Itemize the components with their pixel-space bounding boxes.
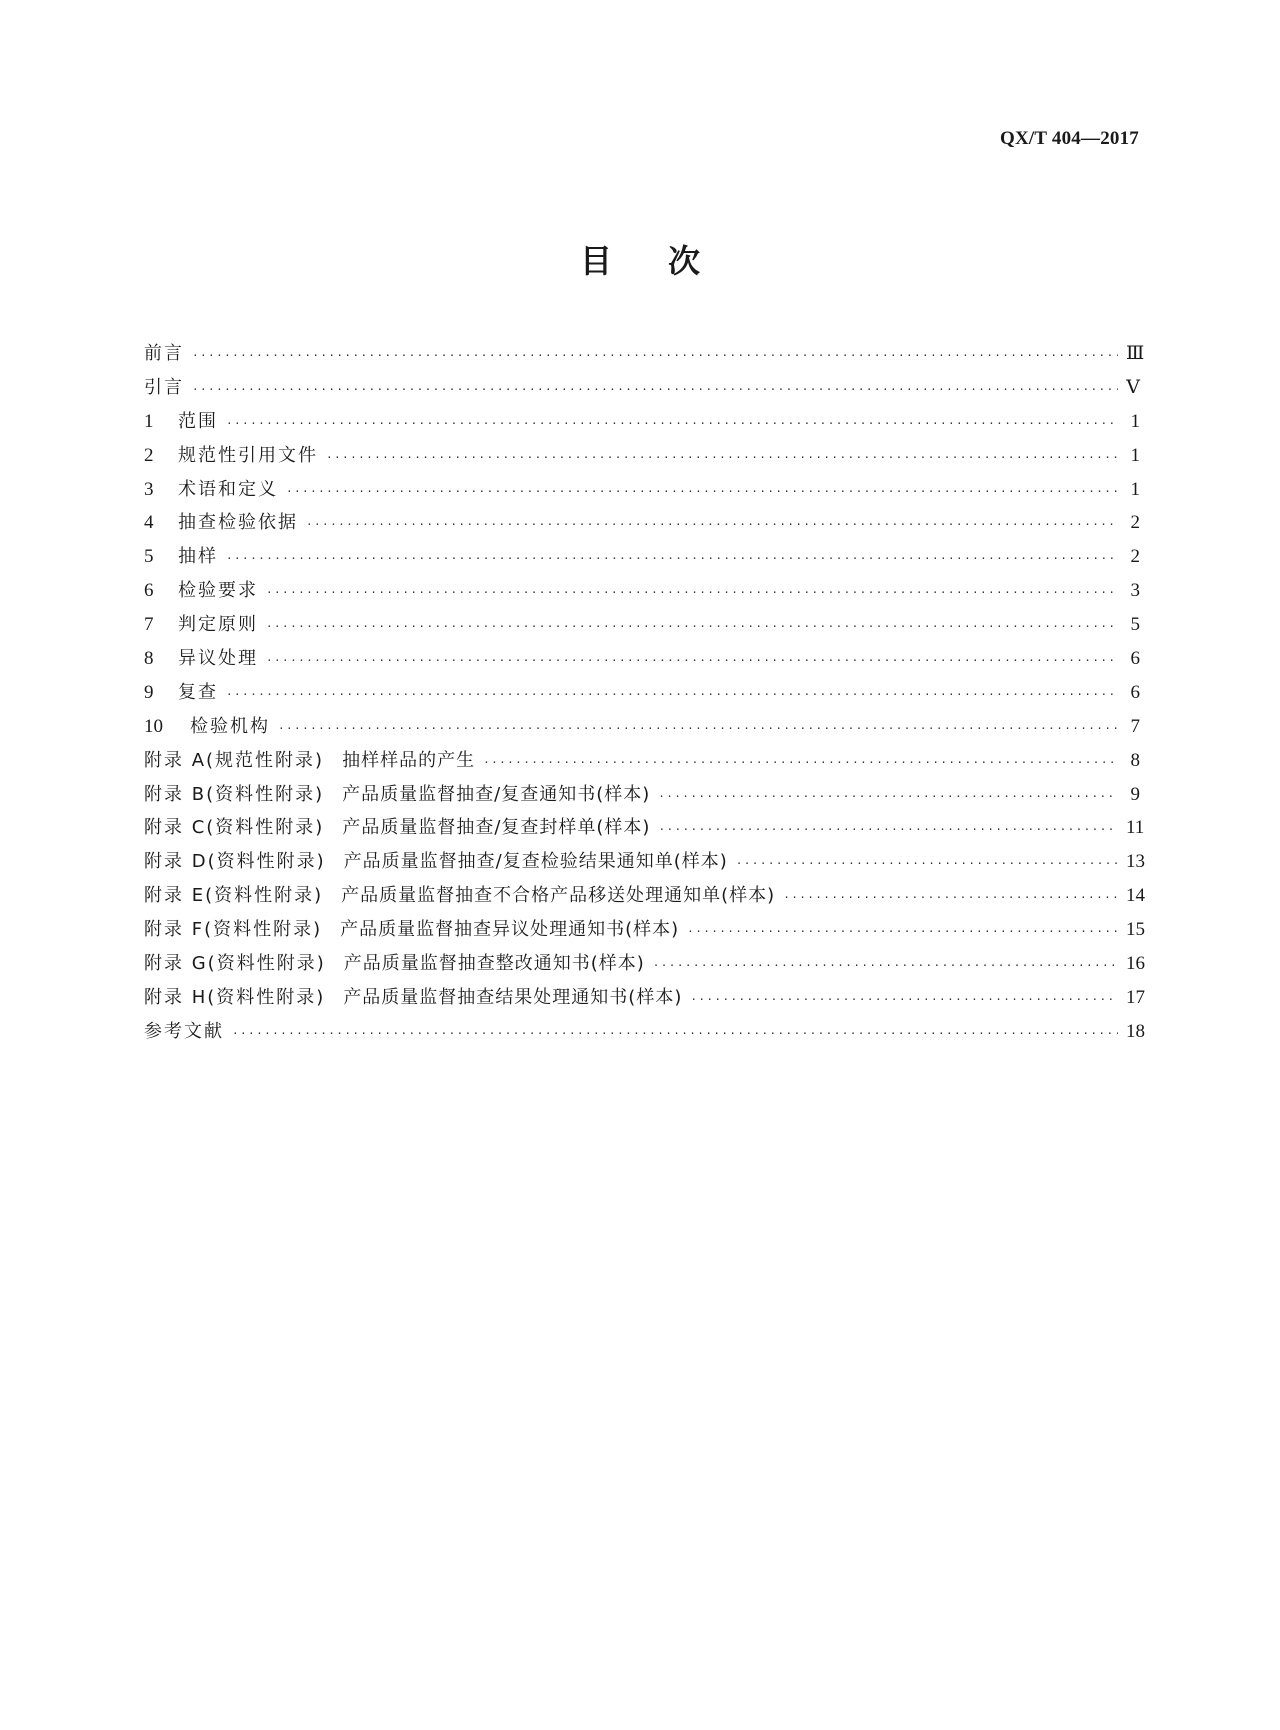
dot-leader bbox=[226, 407, 1118, 441]
dot-leader bbox=[232, 1017, 1118, 1051]
toc-entry-section-10[interactable] bbox=[144, 710, 1140, 744]
toc-entry-label: 抽查检验依据 bbox=[178, 512, 298, 534]
toc-entry-label: 附录 C(资料性附录) bbox=[144, 817, 325, 839]
toc-entry-number: 7 bbox=[144, 614, 154, 636]
toc-entry-title: 产品质量监督抽查/复查检验结果通知单(样本) bbox=[343, 851, 728, 873]
toc-entry-number: 1 bbox=[144, 410, 154, 432]
toc-entry-appendix-f[interactable] bbox=[144, 913, 1145, 947]
dot-leader bbox=[192, 339, 1118, 373]
toc-entry-label: 检验要求 bbox=[178, 580, 258, 602]
toc-entry-page: 18 bbox=[1126, 1020, 1145, 1042]
toc-entry-appendix-d[interactable] bbox=[144, 845, 1145, 879]
toc-entry-page: 6 bbox=[1130, 681, 1140, 703]
toc-entry-section-9[interactable] bbox=[144, 676, 1140, 710]
toc-entry-label: 附录 G(资料性附录) bbox=[144, 953, 326, 975]
dot-leader bbox=[266, 576, 1118, 610]
toc-entry-label: 判定原则 bbox=[178, 614, 258, 636]
dot-leader bbox=[690, 983, 1118, 1017]
dot-leader bbox=[783, 881, 1118, 915]
toc-entry-page: 2 bbox=[1130, 546, 1140, 568]
dot-leader bbox=[226, 542, 1118, 576]
dot-leader bbox=[192, 373, 1118, 407]
toc-entry-page: Ⅴ bbox=[1126, 376, 1140, 398]
toc-entry-label: 前言 bbox=[144, 343, 184, 364]
toc-entry-label: 规范性引用文件 bbox=[178, 444, 318, 466]
dot-leader bbox=[736, 847, 1118, 881]
dot-leader bbox=[226, 678, 1118, 712]
toc-entry-label: 附录 B(资料性附录) bbox=[144, 783, 325, 805]
toc-entry-label: 复查 bbox=[178, 681, 218, 703]
toc-entry-page: 15 bbox=[1126, 919, 1145, 941]
toc-entry-page: 1 bbox=[1130, 478, 1140, 500]
toc-entry-number: 2 bbox=[144, 444, 154, 466]
toc-entry-label: 引言 bbox=[144, 376, 184, 398]
toc-entry-title: 产品质量监督抽查异议处理通知书(样本) bbox=[340, 919, 680, 941]
dot-leader bbox=[483, 746, 1118, 780]
dot-leader bbox=[653, 949, 1118, 983]
toc-entry-label: 检验机构 bbox=[190, 715, 270, 737]
toc-entry-page: 16 bbox=[1126, 953, 1145, 975]
toc-entry-label: 抽样 bbox=[178, 546, 218, 568]
toc-entry-number: 6 bbox=[144, 580, 154, 602]
toc-entry-label: 术语和定义 bbox=[178, 478, 278, 500]
toc-entry-appendix-c[interactable] bbox=[144, 811, 1145, 845]
toc-entry-page: 8 bbox=[1130, 749, 1140, 771]
toc-entry-references[interactable] bbox=[144, 1015, 1145, 1049]
toc-entry-label: 附录 E(资料性附录) bbox=[144, 885, 324, 907]
toc-entry-section-1[interactable] bbox=[144, 405, 1140, 439]
toc-entry-title: 产品质量监督抽查/复查通知书(样本) bbox=[342, 783, 651, 805]
toc-entry-appendix-a[interactable] bbox=[144, 744, 1140, 778]
page-title: 目次 bbox=[579, 242, 756, 280]
toc-entry-title: 产品质量监督抽查不合格产品移送处理通知单(样本) bbox=[341, 885, 776, 907]
toc-entry-section-7[interactable] bbox=[144, 608, 1140, 642]
toc-entry-label: 附录 A(规范性附录) bbox=[144, 749, 325, 771]
toc-entry-appendix-e[interactable] bbox=[144, 879, 1145, 913]
toc-entry-page: 11 bbox=[1126, 817, 1145, 839]
dot-leader bbox=[658, 813, 1118, 847]
toc-entry-foreword[interactable] bbox=[144, 337, 1145, 371]
toc-entry-label: 范围 bbox=[178, 410, 218, 432]
toc-entry-appendix-g[interactable] bbox=[144, 947, 1145, 981]
toc-entry-page: 1 bbox=[1130, 410, 1140, 432]
toc-entry-page: 2 bbox=[1130, 512, 1140, 534]
toc-entry-label: 附录 F(资料性附录) bbox=[144, 919, 323, 941]
dot-leader bbox=[286, 475, 1118, 509]
toc-entry-section-2[interactable] bbox=[144, 439, 1140, 473]
toc-entry-number: 3 bbox=[144, 478, 154, 500]
toc-entry-page: 14 bbox=[1126, 885, 1145, 907]
toc-entry-number: 10 bbox=[144, 715, 163, 737]
toc-entry-label: 参考文献 bbox=[144, 1020, 224, 1042]
toc-entry-title: 产品质量监督抽查/复查封样单(样本) bbox=[342, 817, 651, 839]
dot-leader bbox=[658, 780, 1118, 814]
table-of-contents bbox=[144, 337, 1145, 1049]
toc-entry-number: 5 bbox=[144, 546, 154, 568]
toc-entry-page: 5 bbox=[1130, 614, 1140, 636]
toc-entry-title: 抽样样品的产生 bbox=[342, 749, 476, 771]
toc-entry-section-3[interactable] bbox=[144, 473, 1140, 507]
toc-entry-number: 4 bbox=[144, 512, 154, 534]
toc-entry-page: 17 bbox=[1126, 986, 1145, 1008]
toc-entry-page: Ⅲ bbox=[1126, 343, 1145, 364]
dot-leader bbox=[266, 610, 1118, 644]
toc-entry-appendix-h[interactable] bbox=[144, 981, 1145, 1015]
toc-entry-page: 9 bbox=[1130, 783, 1140, 805]
toc-entry-number: 8 bbox=[144, 648, 154, 670]
toc-entry-label: 附录 D(资料性附录) bbox=[144, 851, 326, 873]
toc-entry-title: 产品质量监督抽查结果处理通知书(样本) bbox=[343, 986, 683, 1008]
toc-entry-section-5[interactable] bbox=[144, 540, 1140, 574]
toc-entry-section-6[interactable] bbox=[144, 574, 1140, 608]
toc-entry-section-4[interactable] bbox=[144, 506, 1140, 540]
toc-entry-title: 产品质量监督抽查整改通知书(样本) bbox=[343, 953, 645, 975]
dot-leader bbox=[326, 441, 1118, 475]
dot-leader bbox=[687, 915, 1118, 949]
toc-entry-appendix-b[interactable] bbox=[144, 778, 1140, 812]
toc-entry-page: 3 bbox=[1130, 580, 1140, 602]
dot-leader bbox=[306, 508, 1118, 542]
toc-entry-number: 9 bbox=[144, 681, 154, 703]
dot-leader bbox=[278, 712, 1118, 746]
toc-entry-label: 附录 H(资料性附录) bbox=[144, 986, 326, 1008]
toc-entry-page: 13 bbox=[1126, 851, 1145, 873]
toc-entry-page: 7 bbox=[1130, 715, 1140, 737]
toc-entry-introduction[interactable] bbox=[144, 371, 1140, 405]
standard-code: QX/T 404—2017 bbox=[1000, 128, 1139, 149]
toc-entry-section-8[interactable] bbox=[144, 642, 1140, 676]
dot-leader bbox=[266, 644, 1118, 678]
toc-entry-label: 异议处理 bbox=[178, 648, 258, 670]
toc-entry-page: 1 bbox=[1130, 444, 1140, 466]
toc-entry-page: 6 bbox=[1130, 648, 1140, 670]
